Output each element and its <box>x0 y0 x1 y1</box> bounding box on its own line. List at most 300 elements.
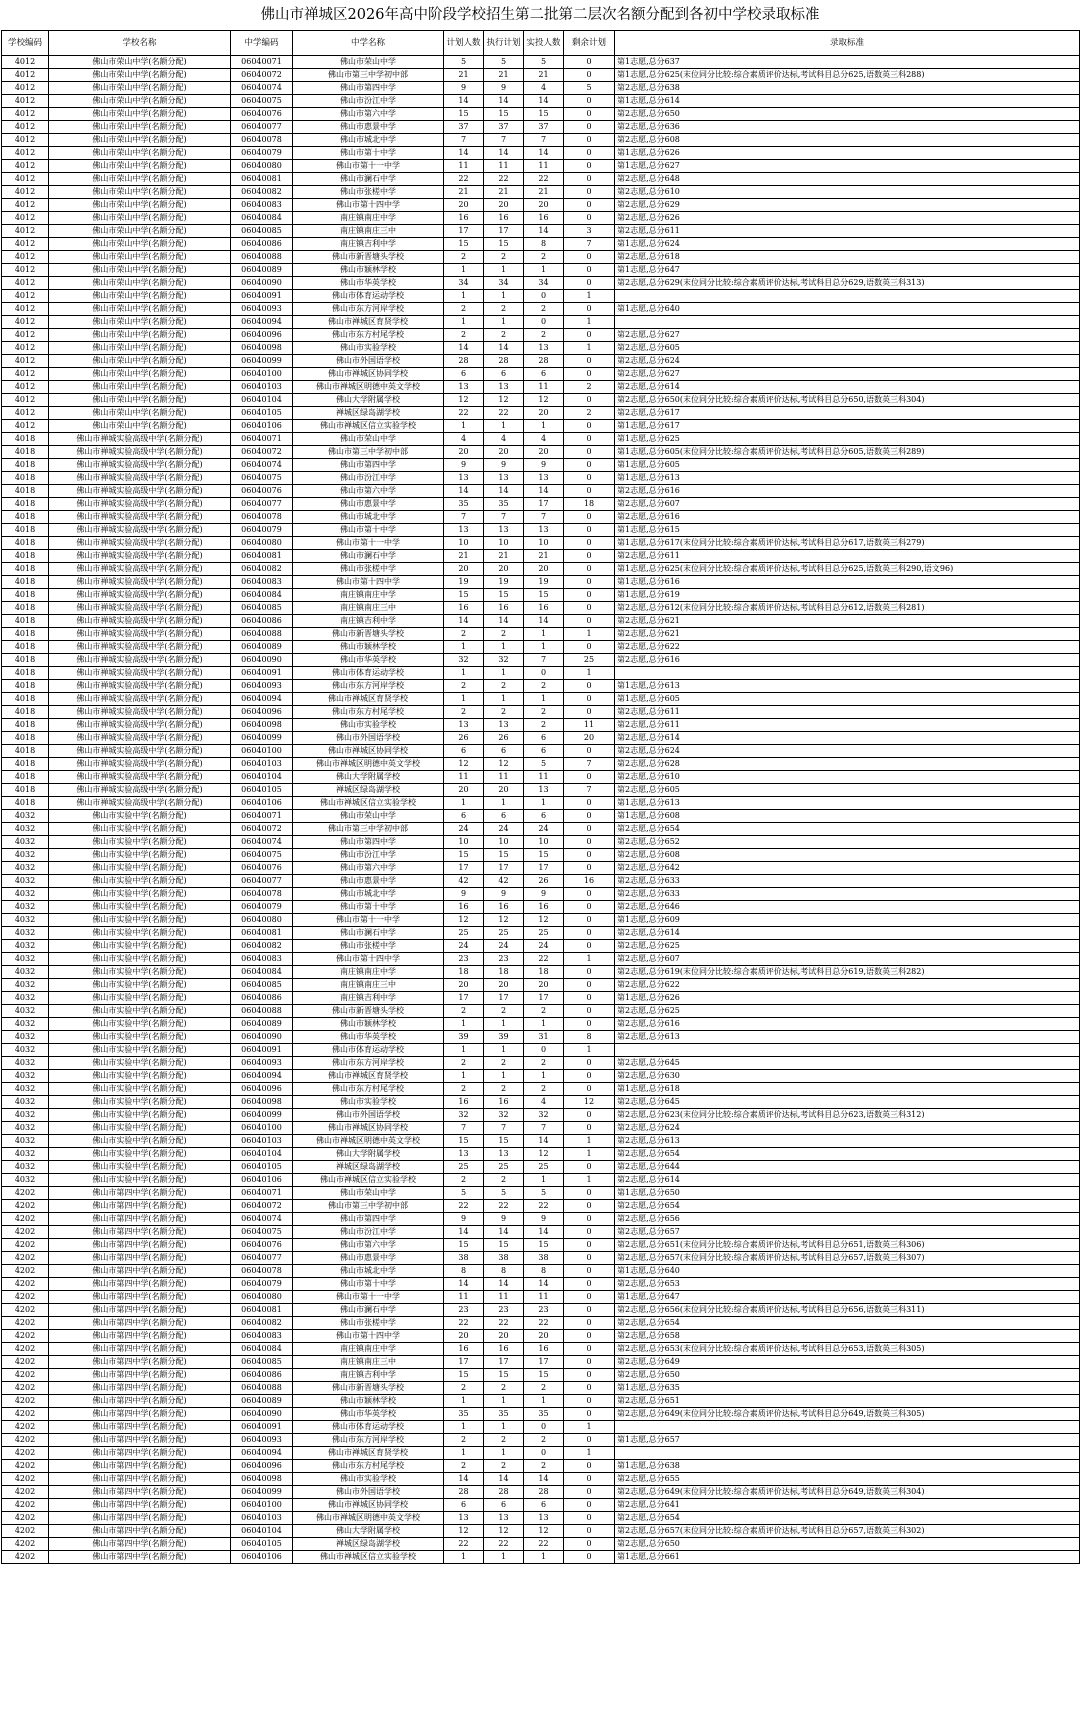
plan-cell: 12 <box>444 758 484 771</box>
standard-cell: 第1志愿,总分605(末位同分比较:综合素质评价达标,考试科目总分605,语数英三科289) <box>615 446 1080 459</box>
school-code-cell: 4202 <box>2 1512 49 1525</box>
actual-cell: 2 <box>524 680 564 693</box>
actual-cell: 4 <box>524 82 564 95</box>
table-row <box>2 550 1080 563</box>
standard-cell: 第1志愿,总分615 <box>615 524 1080 537</box>
table-row <box>2 1200 1080 1213</box>
remaining-cell: 0 <box>564 680 615 693</box>
remaining-cell: 20 <box>564 732 615 745</box>
remaining-cell: 0 <box>564 251 615 264</box>
plan-cell: 2 <box>444 1083 484 1096</box>
middle-name-cell: 佛山市禅城区育贤学校 <box>293 1070 444 1083</box>
table-row <box>2 303 1080 316</box>
remaining-cell: 0 <box>564 927 615 940</box>
middle-code-cell: 06040081 <box>231 927 293 940</box>
school-code-cell: 4012 <box>2 134 49 147</box>
exec-plan-cell: 16 <box>484 212 524 225</box>
actual-cell: 11 <box>524 1291 564 1304</box>
actual-cell: 1 <box>524 420 564 433</box>
remaining-cell: 0 <box>564 524 615 537</box>
table-row <box>2 953 1080 966</box>
standard-cell: 第2志愿,总分627 <box>615 368 1080 381</box>
table-header-row <box>2 31 1080 56</box>
plan-cell: 1 <box>444 1044 484 1057</box>
school-code-cell: 4012 <box>2 147 49 160</box>
school-name-cell: 佛山市荣山中学(名额分配) <box>49 147 231 160</box>
exec-plan-cell: 17 <box>484 992 524 1005</box>
actual-cell: 14 <box>524 147 564 160</box>
school-code-cell: 4032 <box>2 1031 49 1044</box>
standard-cell: 第2志愿,总分638 <box>615 82 1080 95</box>
school-name-cell: 佛山市荣山中学(名额分配) <box>49 212 231 225</box>
remaining-cell: 0 <box>564 1395 615 1408</box>
exec-plan-cell: 14 <box>484 147 524 160</box>
actual-cell: 11 <box>524 381 564 394</box>
exec-plan-cell: 9 <box>484 888 524 901</box>
middle-code-cell: 06040089 <box>231 1395 293 1408</box>
exec-plan-cell: 1 <box>484 264 524 277</box>
actual-cell: 2 <box>524 1083 564 1096</box>
exec-plan-cell: 22 <box>484 1317 524 1330</box>
school-name-cell: 佛山市荣山中学(名额分配) <box>49 82 231 95</box>
remaining-cell: 0 <box>564 966 615 979</box>
school-name-cell: 佛山市禅城实验高级中学(名额分配) <box>49 602 231 615</box>
middle-code-cell: 06040085 <box>231 602 293 615</box>
table-row <box>2 1382 1080 1395</box>
actual-cell: 13 <box>524 784 564 797</box>
middle-code-cell: 06040075 <box>231 849 293 862</box>
standard-cell: 第2志愿,总分656 <box>615 1213 1080 1226</box>
actual-cell: 24 <box>524 823 564 836</box>
actual-cell: 17 <box>524 862 564 875</box>
school-name-cell: 佛山市第四中学(名额分配) <box>49 1473 231 1486</box>
school-code-cell: 4018 <box>2 667 49 680</box>
middle-code-cell: 06040071 <box>231 56 293 69</box>
exec-plan-cell: 1 <box>484 797 524 810</box>
table-row <box>2 498 1080 511</box>
standard-cell: 第2志愿,总分612(末位同分比较:综合素质评价达标,考试科目总分612,语数英三科281) <box>615 602 1080 615</box>
actual-cell: 20 <box>524 446 564 459</box>
middle-name-cell: 佛山市城北中学 <box>293 511 444 524</box>
school-name-cell: 佛山市实验中学(名额分配) <box>49 1044 231 1057</box>
exec-plan-cell: 25 <box>484 1161 524 1174</box>
middle-code-cell: 06040090 <box>231 1408 293 1421</box>
remaining-cell: 0 <box>564 589 615 602</box>
school-name-cell: 佛山市第四中学(名额分配) <box>49 1226 231 1239</box>
school-name-cell: 佛山市第四中学(名额分配) <box>49 1382 231 1395</box>
table-row <box>2 1122 1080 1135</box>
school-code-cell: 4012 <box>2 420 49 433</box>
remaining-cell: 0 <box>564 1291 615 1304</box>
school-name-cell: 佛山市荣山中学(名额分配) <box>49 329 231 342</box>
school-name-cell: 佛山市禅城实验高级中学(名额分配) <box>49 628 231 641</box>
school-code-cell: 4032 <box>2 979 49 992</box>
table-row <box>2 1044 1080 1057</box>
school-code-cell: 4018 <box>2 589 49 602</box>
remaining-cell: 1 <box>564 1148 615 1161</box>
actual-cell: 12 <box>524 394 564 407</box>
middle-code-cell: 06040094 <box>231 693 293 706</box>
remaining-cell: 0 <box>564 134 615 147</box>
actual-cell: 15 <box>524 1239 564 1252</box>
middle-code-cell: 06040077 <box>231 498 293 511</box>
middle-name-cell: 禅城区绿岛湖学校 <box>293 1538 444 1551</box>
standard-cell: 第1志愿,总分638 <box>615 1460 1080 1473</box>
exec-plan-cell: 11 <box>484 771 524 784</box>
middle-code-cell: 06040077 <box>231 1252 293 1265</box>
middle-name-cell: 佛山市荣山中学 <box>293 433 444 446</box>
school-code-cell: 4012 <box>2 225 49 238</box>
school-code-cell: 4202 <box>2 1356 49 1369</box>
middle-name-cell: 佛山市城北中学 <box>293 134 444 147</box>
table-row <box>2 251 1080 264</box>
remaining-cell: 0 <box>564 1525 615 1538</box>
remaining-cell: 0 <box>564 368 615 381</box>
middle-code-cell: 06040106 <box>231 420 293 433</box>
exec-plan-cell: 2 <box>484 706 524 719</box>
exec-plan-cell: 28 <box>484 355 524 368</box>
middle-code-cell: 06040088 <box>231 1382 293 1395</box>
middle-code-cell: 06040096 <box>231 329 293 342</box>
actual-cell: 14 <box>524 1278 564 1291</box>
middle-name-cell: 佛山市体育运动学校 <box>293 667 444 680</box>
table-row <box>2 524 1080 537</box>
standard-cell: 第2志愿,总分649(末位同分比较:综合素质评价达标,考试科目总分649,语数英三科304) <box>615 1486 1080 1499</box>
middle-code-cell: 06040081 <box>231 173 293 186</box>
standard-cell: 第2志愿,总分641 <box>615 1499 1080 1512</box>
middle-name-cell: 佛山市东方河岸学校 <box>293 1434 444 1447</box>
remaining-cell: 0 <box>564 1070 615 1083</box>
actual-cell: 2 <box>524 329 564 342</box>
middle-name-cell: 南庄镇吉利中学 <box>293 615 444 628</box>
table-row <box>2 69 1080 82</box>
remaining-cell: 0 <box>564 485 615 498</box>
middle-name-cell: 佛山市澜石中学 <box>293 1304 444 1317</box>
actual-cell: 20 <box>524 979 564 992</box>
standard-cell: 第2志愿,总分650 <box>615 1538 1080 1551</box>
school-name-cell: 佛山市禅城实验高级中学(名额分配) <box>49 537 231 550</box>
plan-cell: 13 <box>444 1148 484 1161</box>
plan-cell: 19 <box>444 576 484 589</box>
remaining-cell: 1 <box>564 290 615 303</box>
plan-cell: 1 <box>444 667 484 680</box>
exec-plan-cell: 14 <box>484 1226 524 1239</box>
middle-name-cell: 佛山市第六中学 <box>293 862 444 875</box>
exec-plan-cell: 11 <box>484 160 524 173</box>
remaining-cell: 0 <box>564 901 615 914</box>
plan-cell: 6 <box>444 368 484 381</box>
plan-cell: 1 <box>444 1421 484 1434</box>
plan-cell: 13 <box>444 381 484 394</box>
actual-cell: 16 <box>524 1343 564 1356</box>
table-row <box>2 1551 1080 1564</box>
remaining-cell: 0 <box>564 1239 615 1252</box>
remaining-cell: 0 <box>564 1369 615 1382</box>
exec-plan-cell: 2 <box>484 628 524 641</box>
school-code-cell: 4202 <box>2 1278 49 1291</box>
exec-plan-cell: 7 <box>484 1122 524 1135</box>
plan-cell: 2 <box>444 1460 484 1473</box>
middle-name-cell: 佛山市惠景中学 <box>293 1252 444 1265</box>
exec-plan-cell: 15 <box>484 589 524 602</box>
middle-code-cell: 06040103 <box>231 1135 293 1148</box>
standard-cell: 第2志愿,总分614 <box>615 732 1080 745</box>
middle-code-cell: 06040075 <box>231 95 293 108</box>
table-row <box>2 1265 1080 1278</box>
remaining-cell: 1 <box>564 953 615 966</box>
table-row <box>2 290 1080 303</box>
school-name-cell: 佛山市第四中学(名额分配) <box>49 1499 231 1512</box>
plan-cell: 13 <box>444 1512 484 1525</box>
middle-name-cell: 佛山市汾江中学 <box>293 1226 444 1239</box>
plan-cell: 15 <box>444 1369 484 1382</box>
remaining-cell: 0 <box>564 1005 615 1018</box>
standard-cell: 第2志愿,总分605 <box>615 784 1080 797</box>
middle-code-cell: 06040089 <box>231 1018 293 1031</box>
actual-cell: 5 <box>524 758 564 771</box>
middle-code-cell: 06040086 <box>231 1369 293 1382</box>
exec-plan-cell: 12 <box>484 758 524 771</box>
remaining-cell: 0 <box>564 1252 615 1265</box>
school-code-cell: 4032 <box>2 862 49 875</box>
plan-cell: 16 <box>444 212 484 225</box>
school-name-cell: 佛山市禅城实验高级中学(名额分配) <box>49 498 231 511</box>
plan-cell: 2 <box>444 1174 484 1187</box>
actual-cell: 32 <box>524 1109 564 1122</box>
school-code-cell: 4202 <box>2 1369 49 1382</box>
middle-name-cell: 佛山市第十中学 <box>293 901 444 914</box>
actual-cell: 1 <box>524 1070 564 1083</box>
remaining-cell: 0 <box>564 849 615 862</box>
school-name-cell: 佛山市第四中学(名额分配) <box>49 1213 231 1226</box>
school-code-cell: 4018 <box>2 459 49 472</box>
actual-cell: 0 <box>524 316 564 329</box>
remaining-cell: 0 <box>564 108 615 121</box>
middle-name-cell: 佛山市东方河岸学校 <box>293 303 444 316</box>
table-row <box>2 1460 1080 1473</box>
school-name-cell: 佛山市荣山中学(名额分配) <box>49 420 231 433</box>
plan-cell: 20 <box>444 1330 484 1343</box>
table-row <box>2 147 1080 160</box>
school-name-cell: 佛山市第四中学(名额分配) <box>49 1187 231 1200</box>
table-row <box>2 1538 1080 1551</box>
remaining-cell: 5 <box>564 82 615 95</box>
admission-table <box>1 30 1080 1564</box>
school-code-cell: 4018 <box>2 693 49 706</box>
middle-name-cell: 佛山市惠景中学 <box>293 875 444 888</box>
plan-cell: 2 <box>444 303 484 316</box>
school-name-cell: 佛山市荣山中学(名额分配) <box>49 290 231 303</box>
middle-name-cell: 佛山市张槎中学 <box>293 186 444 199</box>
school-name-cell: 佛山市实验中学(名额分配) <box>49 940 231 953</box>
middle-name-cell: 佛山市东方村尾学校 <box>293 329 444 342</box>
plan-cell: 1 <box>444 693 484 706</box>
plan-cell: 11 <box>444 1291 484 1304</box>
school-code-cell: 4032 <box>2 888 49 901</box>
exec-plan-cell: 1 <box>484 290 524 303</box>
middle-name-cell: 佛山市第六中学 <box>293 1239 444 1252</box>
middle-name-cell: 佛山市第十四中学 <box>293 1330 444 1343</box>
middle-name-cell: 禅城区绿岛湖学校 <box>293 407 444 420</box>
table-row <box>2 1174 1080 1187</box>
standard-cell: 第2志愿,总分630 <box>615 1070 1080 1083</box>
exec-plan-cell: 1 <box>484 1551 524 1564</box>
table-row <box>2 472 1080 485</box>
school-code-cell: 4018 <box>2 719 49 732</box>
actual-cell: 0 <box>524 290 564 303</box>
actual-cell: 9 <box>524 459 564 472</box>
actual-cell: 14 <box>524 615 564 628</box>
table-row <box>2 875 1080 888</box>
plan-cell: 9 <box>444 82 484 95</box>
standard-cell: 第2志愿,总分657(末位同分比较:综合素质评价达标,考试科目总分657,语数英三科302) <box>615 1525 1080 1538</box>
plan-cell: 38 <box>444 1252 484 1265</box>
school-name-cell: 佛山市第四中学(名额分配) <box>49 1369 231 1382</box>
standard-cell: 第2志愿,总分611 <box>615 719 1080 732</box>
remaining-cell: 0 <box>564 186 615 199</box>
standard-cell: 第2志愿,总分614 <box>615 1174 1080 1187</box>
school-name-cell: 佛山市荣山中学(名额分配) <box>49 355 231 368</box>
school-code-cell: 4032 <box>2 836 49 849</box>
middle-code-cell: 06040100 <box>231 1499 293 1512</box>
plan-cell: 13 <box>444 524 484 537</box>
school-code-cell: 4012 <box>2 212 49 225</box>
standard-cell: 第2志愿,总分605 <box>615 342 1080 355</box>
school-code-cell: 4012 <box>2 173 49 186</box>
table-row <box>2 1148 1080 1161</box>
remaining-cell: 1 <box>564 628 615 641</box>
remaining-cell: 0 <box>564 1460 615 1473</box>
school-code-cell: 4018 <box>2 771 49 784</box>
school-code-cell: 4018 <box>2 641 49 654</box>
school-code-cell: 4202 <box>2 1382 49 1395</box>
plan-cell: 1 <box>444 316 484 329</box>
school-name-cell: 佛山市禅城实验高级中学(名额分配) <box>49 693 231 706</box>
exec-plan-cell: 22 <box>484 1538 524 1551</box>
school-name-cell: 佛山市荣山中学(名额分配) <box>49 225 231 238</box>
actual-cell: 14 <box>524 1226 564 1239</box>
school-code-cell: 4018 <box>2 472 49 485</box>
table-row <box>2 1083 1080 1096</box>
remaining-cell: 0 <box>564 615 615 628</box>
standard-cell: 第1志愿,总分635 <box>615 1382 1080 1395</box>
standard-cell: 第2志愿,总分625 <box>615 940 1080 953</box>
middle-name-cell: 佛山市禅城区明德中英文学校 <box>293 758 444 771</box>
school-name-cell: 佛山市禅城实验高级中学(名额分配) <box>49 576 231 589</box>
middle-code-cell: 06040088 <box>231 628 293 641</box>
actual-cell: 13 <box>524 342 564 355</box>
exec-plan-cell: 15 <box>484 1135 524 1148</box>
table-row <box>2 199 1080 212</box>
actual-cell: 22 <box>524 173 564 186</box>
middle-code-cell: 06040098 <box>231 1096 293 1109</box>
exec-plan-cell: 6 <box>484 810 524 823</box>
header-standard: 录取标准 <box>615 31 1080 56</box>
plan-cell: 8 <box>444 1265 484 1278</box>
plan-cell: 11 <box>444 160 484 173</box>
actual-cell: 25 <box>524 927 564 940</box>
school-code-cell: 4202 <box>2 1226 49 1239</box>
school-code-cell: 4032 <box>2 1057 49 1070</box>
standard-cell: 第2志愿,总分645 <box>615 1096 1080 1109</box>
actual-cell: 8 <box>524 238 564 251</box>
table-row <box>2 433 1080 446</box>
actual-cell: 1 <box>524 264 564 277</box>
school-code-cell: 4012 <box>2 355 49 368</box>
table-body <box>2 56 1080 1564</box>
school-name-cell: 佛山市禅城实验高级中学(名额分配) <box>49 745 231 758</box>
plan-cell: 16 <box>444 901 484 914</box>
standard-cell <box>615 1447 1080 1460</box>
plan-cell: 2 <box>444 251 484 264</box>
standard-cell: 第2志愿,总分658 <box>615 1330 1080 1343</box>
middle-name-cell: 佛山市禅城区明德中英文学校 <box>293 1512 444 1525</box>
middle-name-cell: 佛山市第三中学初中部 <box>293 1200 444 1213</box>
plan-cell: 13 <box>444 472 484 485</box>
middle-name-cell: 佛山市第十四中学 <box>293 953 444 966</box>
school-code-cell: 4202 <box>2 1239 49 1252</box>
table-row <box>2 719 1080 732</box>
remaining-cell: 1 <box>564 316 615 329</box>
school-name-cell: 佛山市实验中学(名额分配) <box>49 953 231 966</box>
standard-cell: 第2志愿,总分622 <box>615 979 1080 992</box>
middle-name-cell: 禅城区绿岛湖学校 <box>293 1161 444 1174</box>
middle-name-cell: 佛山市第十中学 <box>293 524 444 537</box>
plan-cell: 20 <box>444 784 484 797</box>
middle-code-cell: 06040072 <box>231 69 293 82</box>
standard-cell: 第2志愿,总分648 <box>615 173 1080 186</box>
middle-name-cell: 佛山市汾江中学 <box>293 849 444 862</box>
middle-code-cell: 06040079 <box>231 1278 293 1291</box>
plan-cell: 26 <box>444 732 484 745</box>
actual-cell: 7 <box>524 511 564 524</box>
standard-cell: 第2志愿,总分654 <box>615 823 1080 836</box>
school-name-cell: 佛山市禅城实验高级中学(名额分配) <box>49 771 231 784</box>
remaining-cell: 1 <box>564 1044 615 1057</box>
remaining-cell: 8 <box>564 1031 615 1044</box>
school-code-cell: 4032 <box>2 940 49 953</box>
middle-code-cell: 06040076 <box>231 108 293 121</box>
exec-plan-cell: 1 <box>484 316 524 329</box>
school-code-cell: 4018 <box>2 537 49 550</box>
middle-code-cell: 06040096 <box>231 706 293 719</box>
school-code-cell: 4202 <box>2 1291 49 1304</box>
middle-code-cell: 06040084 <box>231 966 293 979</box>
table-row <box>2 238 1080 251</box>
middle-name-cell: 佛山市东方河岸学校 <box>293 1057 444 1070</box>
actual-cell: 14 <box>524 225 564 238</box>
actual-cell: 2 <box>524 719 564 732</box>
standard-cell: 第1志愿,总分614 <box>615 95 1080 108</box>
school-code-cell: 4032 <box>2 1070 49 1083</box>
middle-code-cell: 06040103 <box>231 381 293 394</box>
plan-cell: 42 <box>444 875 484 888</box>
middle-code-cell: 06040090 <box>231 277 293 290</box>
remaining-cell: 0 <box>564 95 615 108</box>
school-code-cell: 4012 <box>2 186 49 199</box>
school-code-cell: 4018 <box>2 745 49 758</box>
school-code-cell: 4012 <box>2 407 49 420</box>
school-code-cell: 4012 <box>2 316 49 329</box>
exec-plan-cell: 23 <box>484 953 524 966</box>
middle-code-cell: 06040093 <box>231 303 293 316</box>
school-name-cell: 佛山市第四中学(名额分配) <box>49 1356 231 1369</box>
middle-code-cell: 06040104 <box>231 1525 293 1538</box>
exec-plan-cell: 17 <box>484 225 524 238</box>
page-title: 佛山市禅城区2026年高中阶段学校招生第二批第二层次名额分配到各初中学校录取标准 <box>260 7 820 23</box>
school-code-cell: 4202 <box>2 1343 49 1356</box>
middle-code-cell: 06040074 <box>231 836 293 849</box>
